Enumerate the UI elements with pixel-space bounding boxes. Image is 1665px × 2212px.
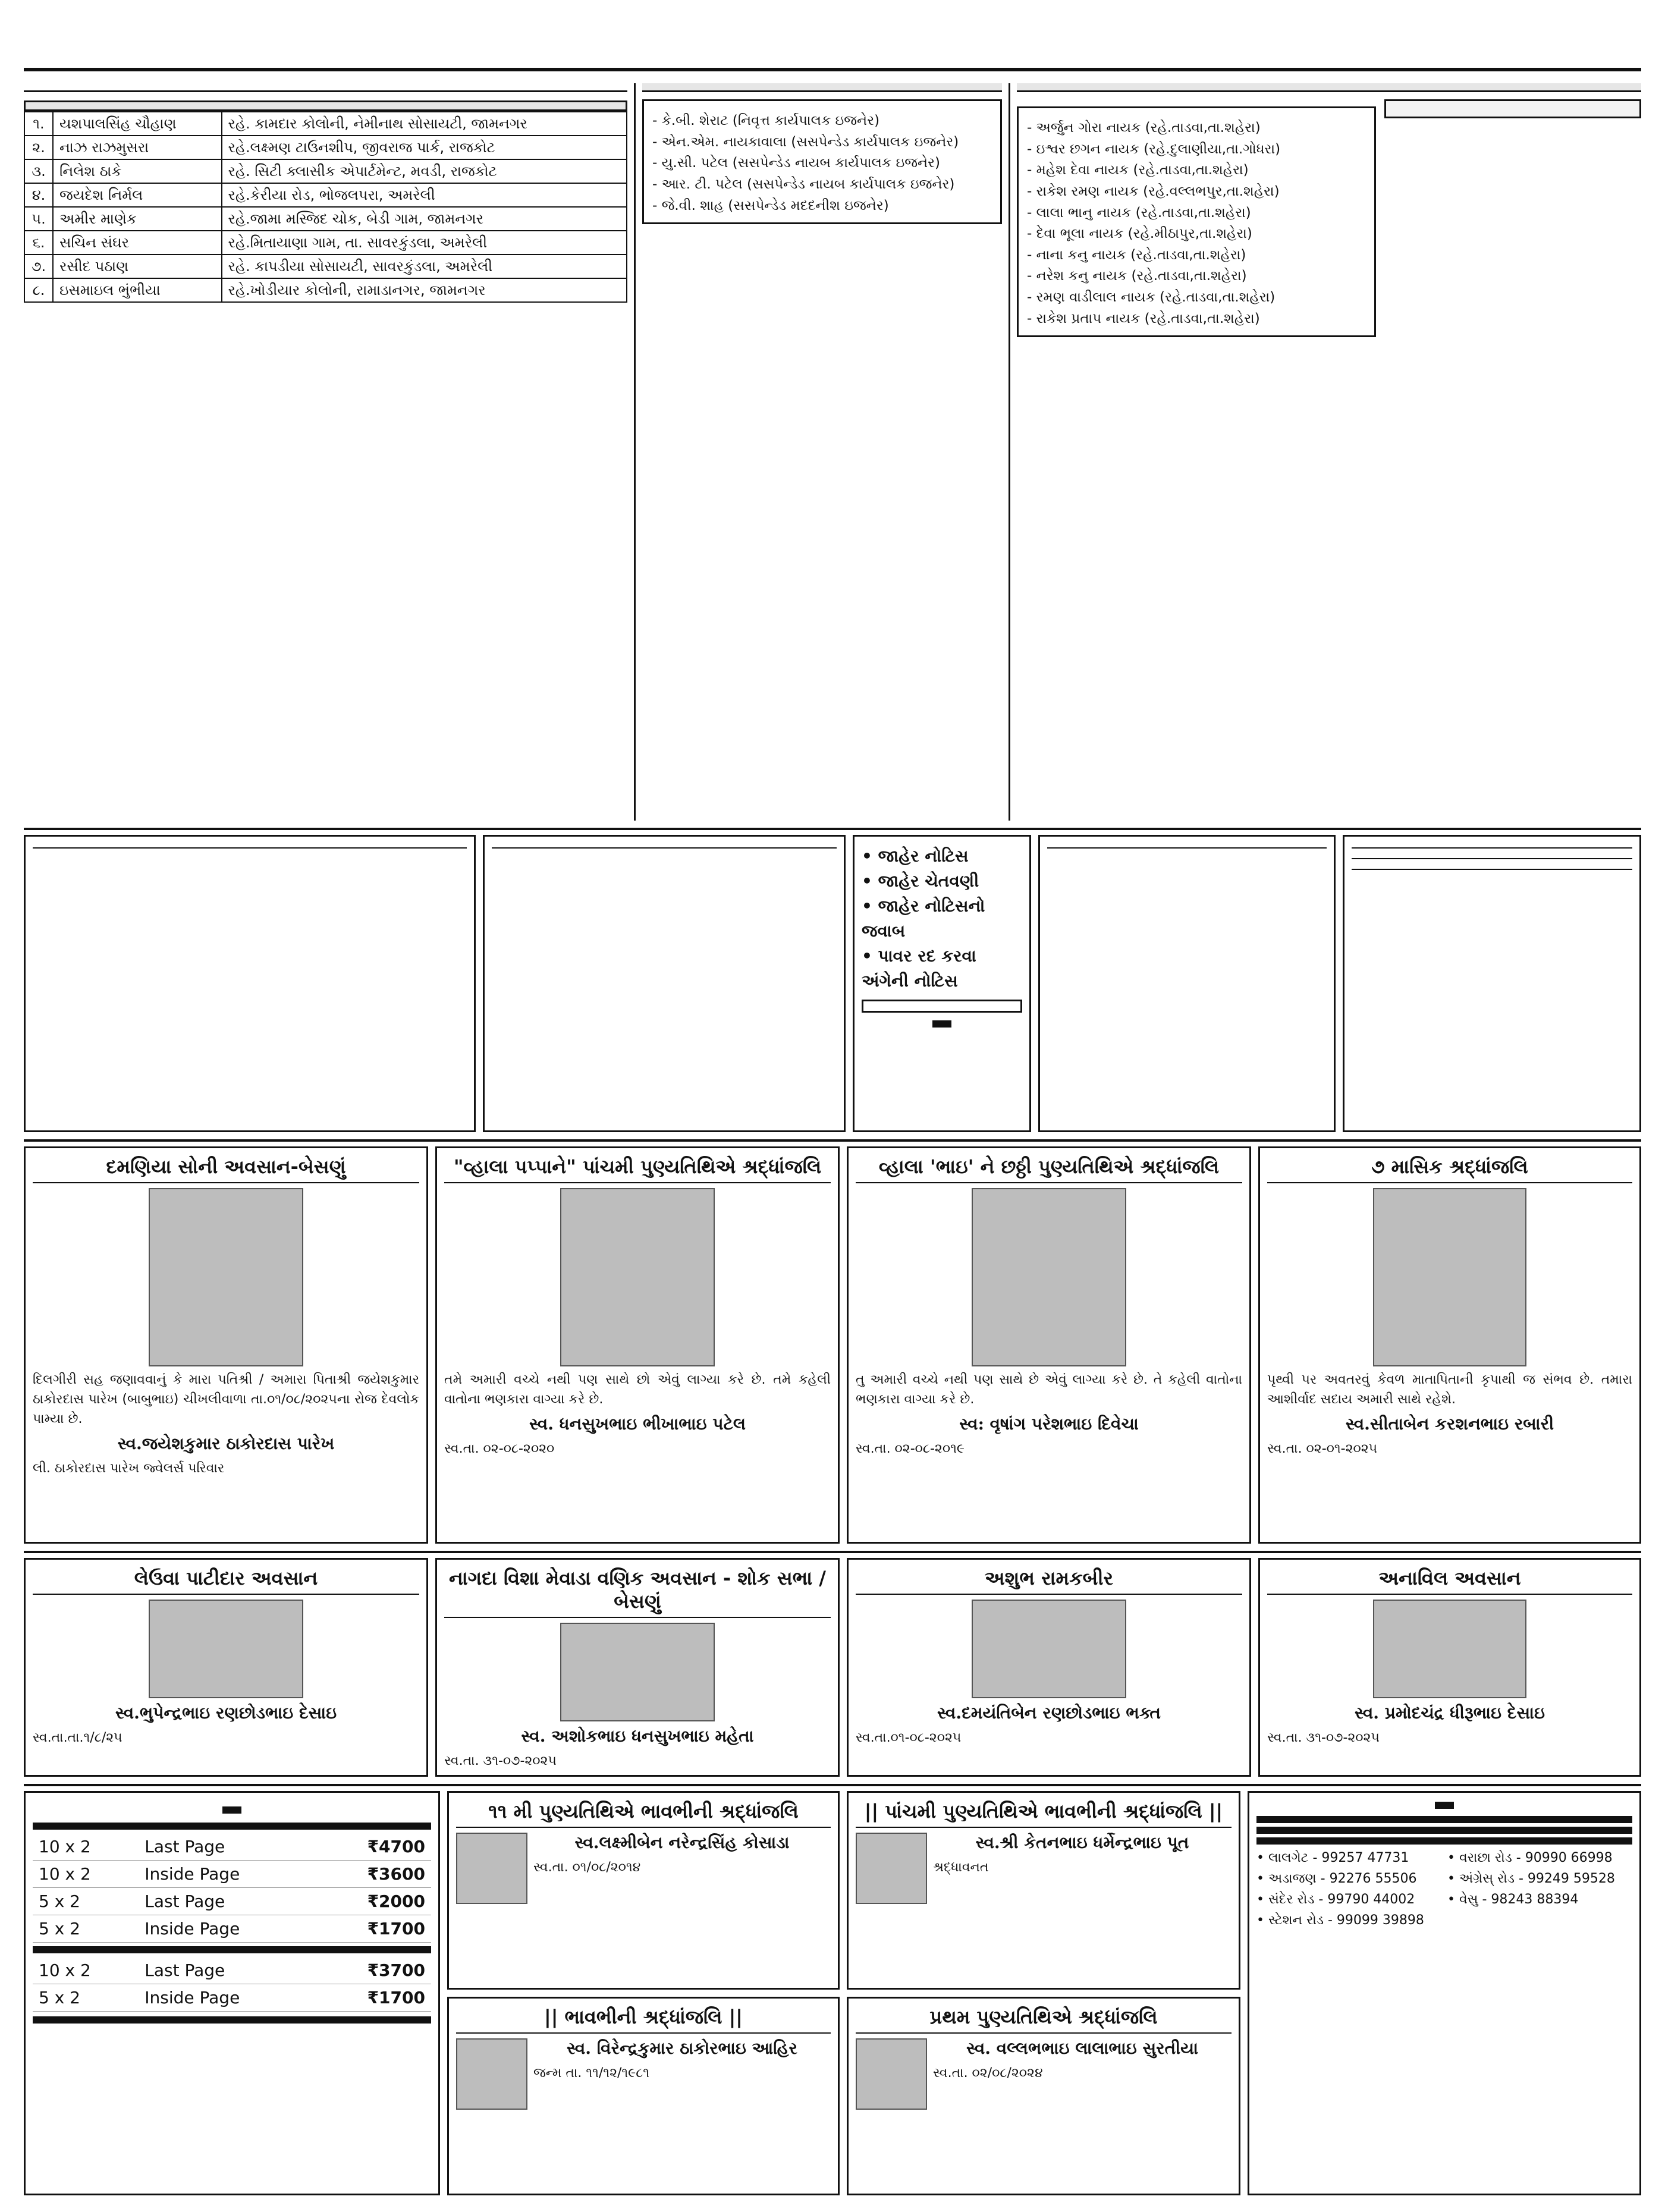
accused-name-item: - નરેશ કનુ નાયક (રહે.તાડવા,તા.શહેરા): [1027, 268, 1247, 284]
obituary-date: સ્વ.તા. ૩૧-૦૭-૨૦૨૫: [1267, 1730, 1380, 1745]
portrait-photo: [149, 1600, 303, 1698]
news-title: [1352, 844, 1632, 849]
classified-ad: [1248, 1791, 1641, 2195]
accused-address: રહે.લક્ષ્મણ ટાઉનશીપ, જીવરાજ પાર્ક, રાજકોટ: [222, 136, 627, 159]
page-header: [24, 14, 1641, 71]
deceased-name: સ્વ. વલ્લભભાઇ લાલાભાઇ સુરતીયા: [966, 2038, 1198, 2058]
accused-table: [24, 111, 627, 303]
obituary-block: [447, 1997, 840, 2195]
brand-logo-box: [862, 1019, 1022, 1030]
rate-row: [33, 1861, 431, 1888]
accused-number: ૨.: [24, 136, 53, 159]
probe-list-item: - એન.એમ. નાયકાવાલા (સસપેન્ડેડ કાર્યપાલક ઇજનેર): [652, 134, 959, 150]
obituary-block: [847, 1791, 1240, 1990]
obituary-date: સ્વ.તા. ૦૧/૦૮/૨૦૧૪: [533, 1860, 641, 1875]
obituary-block: [1258, 1558, 1641, 1777]
rate-size: 10 x 2: [33, 1861, 139, 1888]
accused-name: યશપાલસિંહ ચૌહાણ: [53, 112, 222, 136]
obituary-body: પૃથ્વી પર અવતરવું કેવળ માતાપિતાની કૃપાથી જ સંભવ છે. તમારા આશીર્વાદ સદાય અમારી સાથે રહેશે.: [1267, 1372, 1632, 1407]
accused-name: નાઝ રાઝમુસરા: [53, 136, 222, 159]
portrait-photo: [972, 1600, 1126, 1698]
deceased-name: સ્વ. અશોકભાઇ ધનસુખભાઇ મહેતા: [521, 1726, 754, 1746]
accused-name-item: - રમણ વાડીલાલ નાયક (રહે.તાડવા,તા.શહેરા): [1027, 290, 1276, 306]
news-title-4: [1352, 865, 1632, 870]
rates-section-2: [33, 1946, 431, 1953]
rate-row: [33, 1888, 431, 1915]
accused-name-item: - રાકેશ પ્રતાપ નાયક (રહે.તાડવા,તા.શહેરા): [1027, 310, 1260, 326]
office-phone: • વરાછા રોડ - 90990 66998: [1447, 1850, 1613, 1865]
obituary-date: સ્વ.તા. ૦૨-૦૮-૨૦૨૦: [444, 1441, 555, 1456]
accused-row: [24, 207, 627, 231]
obituary-header: ૧૧ મી પુણ્યતિથિએ ભાવભીની શ્રદ્ધાંજલિ: [456, 1800, 831, 1828]
obituary-date: સ્વ.તા. ૩૧-૦૭-૨૦૨૫: [444, 1753, 557, 1768]
obituary-date: સ્વ.તા. ૦૨-૦૮-૨૦૧૯: [856, 1441, 965, 1456]
classified-type-1: [1256, 1816, 1632, 1823]
deceased-name: સ્વ. વિરેન્દ્રકુમાર ઠાકોરભાઇ આહિર: [567, 2038, 797, 2058]
obituary-block: [435, 1146, 840, 1544]
rate-size: 10 x 2: [33, 1833, 139, 1861]
rate-page: Inside Page: [139, 1915, 316, 1943]
accused-address: રહે. કામદાર કોલોની, નેમીનાથ સોસાયટી, જામનગર: [222, 112, 627, 136]
rate-page: Inside Page: [139, 1984, 316, 2012]
accused-name: જયદેશ નિર્મલ: [53, 183, 222, 207]
rate-row: [33, 1957, 431, 1984]
portrait-photo: [456, 2038, 527, 2110]
portrait-photo: [456, 1833, 527, 1904]
obituary-body: દિલગીરી સહ જણાવવાનું કે મારા પતિશ્રી / અમારા પિતાશ્રી જયેશકુમાર ઠાકોરદાસ પારેખ (બાબુભાઇ) ચીખલીવાળા તા.૦૧/૦૮/૨૦૨૫ના રોજ દેવલોક પામ્યા છે.: [33, 1372, 419, 1427]
rate-row: [33, 1833, 431, 1861]
accused-address: રહે.કેરીયા રોડ, ભોજલપરા, અમરેલી: [222, 183, 627, 207]
obituary-date: સ્વ.તા.તા.૧/૮/૨૫: [33, 1730, 122, 1745]
rate-size: 10 x 2: [33, 1957, 139, 1984]
probe-list-item: - જે.વી. શાહ (સસપેન્ડેડ મદદનીશ ઇજનેર): [652, 197, 889, 213]
rate-price: ₹4700: [316, 1833, 431, 1861]
section-divider: [24, 1784, 1641, 1786]
notice-type-item: • જાહેર નોટિસ: [862, 846, 969, 866]
portrait-photo: [856, 2038, 927, 2110]
accused-address: રહે.ખોડીયાર કોલોની, રામાડાનગર, જામનગર: [222, 278, 627, 302]
rate-page: Inside Page: [139, 1861, 316, 1888]
probe-list-item: - કે.બી. શેરાટ (નિવૃત્ત કાર્યપાલક ઇજનેર): [652, 113, 880, 128]
obituary-header: "વ્હાલા પપ્પાને" પાંચમી પુણ્યતિથિએ શ્રદ્ધાંજલિ: [444, 1155, 831, 1183]
notice-title: [33, 844, 467, 849]
rate-size: 5 x 2: [33, 1888, 139, 1915]
story-kicker: [1017, 83, 1641, 92]
section-divider: [24, 828, 1641, 830]
probe-list-item: - યુ.સી. પટેલ (સસપેન્ડેડ નાયબ કાર્યપાલક ઇજનેર): [652, 155, 940, 171]
story-lower-left: [1017, 99, 1376, 344]
accused-address: રહે. કાપડીયા સોસાયટી, સાવરકુંડલા, અમરેલી: [222, 254, 627, 278]
obituary-body: તમે અમારી વચ્ચે નથી પણ સાથે છો એવું લાગ્યા કરે છે. તમે કહેલી વાતોના ભણકારા વાગ્યા કરે છે.: [444, 1372, 831, 1407]
rate-size: 5 x 2: [33, 1984, 139, 2012]
obituary-block: [847, 1558, 1251, 1777]
notice-rate-ad: [853, 835, 1031, 1132]
rate-price: ₹3600: [316, 1861, 431, 1888]
probe-list-box: [642, 99, 1002, 224]
side-story-box: [1384, 99, 1641, 118]
rate-price: ₹1700: [316, 1984, 431, 2012]
rate-page: Last Page: [139, 1833, 316, 1861]
rate-row: [33, 1915, 431, 1943]
notice-rate: [862, 1000, 1022, 1013]
classified-call-label: [1256, 1837, 1632, 1845]
accused-number: ૮.: [24, 278, 53, 302]
office-phone: • સંદેર રોડ - 99790 44002: [1256, 1892, 1415, 1907]
obituary-header: અનાવિલ અવસાન: [1267, 1567, 1632, 1595]
classified-brand-box: [1256, 1800, 1632, 1811]
accused-number: ૭.: [24, 254, 53, 278]
obituary-block: [847, 1146, 1251, 1544]
obituary-body: તુ અમારી વચ્ચે નથી પણ સાથે છે એવું લાગ્યા કરે છે. તે કહેલી વાતોના ભણકારા વાગ્યા કરે છે.: [856, 1372, 1242, 1407]
accused-name-item: - મહેશ દેવા નાયક (રહે.તાડવા,તા.શહેરા): [1027, 162, 1249, 178]
portrait-photo: [149, 1188, 303, 1366]
public-notice-1: [24, 835, 476, 1132]
obituary-block: [847, 1997, 1240, 2195]
accused-number: ૩.: [24, 159, 53, 183]
notice-title: [492, 844, 837, 849]
obituary-date: સ્વ.તા. ૦૨/૦૮/૨૦૨૪: [933, 2066, 1043, 2081]
accused-number: ૬.: [24, 231, 53, 254]
accused-address: રહે.જામા મસ્જિદ ચોક, બેડી ગામ, જામનગર: [222, 207, 627, 231]
obituary-header: પ્રથમ પુણ્યતિથિએ શ્રદ્ધાંજલિ: [856, 2006, 1232, 2034]
accused-row: [24, 183, 627, 207]
rate-price: ₹2000: [316, 1888, 431, 1915]
portrait-photo: [560, 1623, 715, 1721]
deceased-name: સ્વ.શ્રી કેતનભાઇ ધર્મેન્દ્રભાઇ પૂત: [975, 1833, 1189, 1852]
obituary-date: જન્મ તા. ૧૧/૧૨/૧૯૮૧: [533, 2066, 650, 2081]
rates-table-1: [33, 1833, 431, 1943]
deceased-name: સ્વ.જયેશકુમાર ઠાકોરદાસ પારેખ: [117, 1434, 335, 1453]
story-digital-arrest: [24, 83, 627, 821]
story-taliban-punishment: [1017, 83, 1641, 821]
story-lower: [1017, 99, 1641, 344]
portrait-photo: [560, 1188, 715, 1366]
obituary-block: [1258, 1146, 1641, 1544]
column-divider: [1009, 83, 1010, 821]
obituary-block: [24, 1146, 428, 1544]
column-divider: [634, 83, 636, 821]
classified-type-2: [1256, 1827, 1632, 1834]
news-title: [1047, 844, 1327, 849]
obituary-date: લી. ઠાકોરદાસ પારેખ જ્વેલર્સ પરિવાર: [33, 1461, 225, 1476]
portrait-photo: [856, 1833, 927, 1904]
accused-number: ૧.: [24, 112, 53, 136]
rates-table-2: [33, 1957, 431, 2012]
accused-row: [24, 136, 627, 159]
office-phone: • અડાજણ - 92276 55506: [1256, 1871, 1417, 1886]
accused-number: ૫.: [24, 207, 53, 231]
rates-brand-box: [33, 1800, 431, 1818]
probe-list-item: - આર. ટી. પટેલ (સસપેન્ડેડ નાયબ કાર્યપાલક ઇજનેર): [652, 176, 955, 192]
obituary-header: || પાંચમી પુણ્યતિથિએ ભાવભીની શ્રદ્ધાંજલિ ||: [856, 1800, 1232, 1828]
rate-price: ₹1700: [316, 1915, 431, 1943]
obituary-header: વ્હાલા 'ભાઇ' ને છઠ્ઠી પુણ્યતિથિએ શ્રદ્ધાંજલિ: [856, 1155, 1242, 1183]
accused-row: [24, 112, 627, 136]
rates-brand: [222, 1806, 241, 1814]
accused-name: અમીર માણેક: [53, 207, 222, 231]
obituary-header: દમણિયા સોની અવસાન-બેસણું: [33, 1155, 419, 1183]
rate-page: Last Page: [139, 1957, 316, 1984]
accused-row: [24, 278, 627, 302]
portrait-photo: [1373, 1600, 1526, 1698]
office-phone: • લાલગેટ - 99257 47731: [1256, 1850, 1409, 1865]
rates-gst-note: [33, 2016, 431, 2024]
accused-row: [24, 231, 627, 254]
accused-name-item: - નાના કનુ નાયક (રહે.તાડવા,તા.શહેરા): [1027, 247, 1246, 263]
accused-table-title: [24, 100, 627, 111]
obituary-block: [447, 1791, 840, 1990]
news-title-3: [1352, 854, 1632, 859]
obituary-header: ૭ માસિક શ્રદ્ધાંજલિ: [1267, 1155, 1632, 1183]
story-bridge-sit: [642, 83, 1002, 821]
deceased-name: સ્વ.સીતાબેન કરશનભાઇ રબારી: [1345, 1414, 1554, 1434]
accused-name: ઇસમાઇલ ભુંભીયા: [53, 278, 222, 302]
accused-address: રહે. સિટી ક્લાસીક એપાર્ટમેન્ટ, મવડી, રાજકોટ: [222, 159, 627, 183]
brand-logo: [932, 1020, 951, 1028]
deceased-name: સ્વ. ધનસુખભાઇ ભીખાભાઇ પટેલ: [529, 1414, 746, 1434]
rates-section-1: [33, 1823, 431, 1830]
story-kicker: [642, 83, 1002, 92]
portrait-photo: [972, 1188, 1126, 1366]
accused-name: સચિન સંઘર: [53, 231, 222, 254]
office-phone: • અંગ્રેસ્ રોડ - 99249 59528: [1447, 1871, 1615, 1886]
accused-names-box: [1017, 106, 1376, 337]
obituary-date: સ્વ.તા.૦૧-૦૮-૨૦૨૫: [856, 1730, 962, 1745]
accused-number: ૪.: [24, 183, 53, 207]
obituary-header: લેઉવા પાટીદાર અવસાન: [33, 1567, 419, 1595]
obituary-date: સ્વ.તા. ૦૨-૦૧-૨૦૨૫: [1267, 1441, 1378, 1456]
accused-name-item: - લાલા ભાનુ નાયક (રહે.તાડવા,તા.શહેરા): [1027, 205, 1251, 221]
accused-row: [24, 254, 627, 278]
accused-address: રહે.મિતાયાણા ગામ, તા. સાવરકુંડલા, અમરેલી: [222, 231, 627, 254]
obituary-header: નાગદા વિશા મેવાડા વણિક અવસાન - શોક સભા / બેસણું: [444, 1567, 831, 1618]
notice-type-item: • પાવર રદ કરવા અંગેની નોટિસ: [862, 946, 976, 991]
public-notice-2: [483, 835, 846, 1132]
rate-price: ₹3700: [316, 1957, 431, 1984]
accused-name-item: - દેવા ભૂલા નાયક (રહે.મીઠાપુર,તા.શહેરા): [1027, 226, 1252, 242]
accused-name: રસીદ પઠાણ: [53, 254, 222, 278]
section-divider: [24, 1551, 1641, 1553]
obituary-ad-rates: [24, 1791, 440, 2195]
deceased-name: સ્વ: વૃષાંગ પરેશભાઇ દિવેચા: [959, 1414, 1139, 1434]
news-architecture-merit: [1038, 835, 1336, 1132]
rate-page: Last Page: [139, 1888, 316, 1915]
deceased-name: સ્વ. પ્રમોદચંદ્ર ધીરૂભાઇ દેસાઇ: [1354, 1702, 1545, 1723]
deceased-name: સ્વ.લક્ષ્મીબેન નરેન્દ્રસિંહ કોસાડા: [574, 1833, 790, 1852]
story-lower-right: [1384, 99, 1641, 344]
notice-type-item: • જાહેર ચેતવણી: [862, 871, 979, 891]
rate-size: 5 x 2: [33, 1915, 139, 1943]
obituary-block: [24, 1558, 428, 1777]
office-phone: • વેસુ - 98243 88394: [1447, 1892, 1579, 1907]
deceased-name: સ્વ.ભુપેન્દ્રભાઇ રણછોડભાઇ દેસાઇ: [115, 1702, 337, 1723]
obituary-header: || ભાવભીની શ્રદ્ધાંજલિ ||: [456, 2006, 831, 2034]
accused-name-item: - ઇશ્વર છગન નાયક (રહે.દુલાણીયા,તા.ગોધરા): [1027, 141, 1281, 157]
section-divider: [24, 1139, 1641, 1142]
accused-name: નિલેશ ઠાકે: [53, 159, 222, 183]
obituary-date: શ્રદ્ધાવનત: [933, 1860, 989, 1875]
notice-type-item: • જાહેર નોટિસનો જવાબ: [862, 896, 985, 941]
accused-name-item: - રાકેશ રમણ નાયક (રહે.વલ્લભપુર,તા.શહેરા): [1027, 183, 1280, 199]
story-kicker: [24, 83, 627, 92]
office-phone: • સ્ટેશન રોડ - 99099 39898: [1256, 1913, 1424, 1928]
accused-name-item: - અર્જુન ગોરા નાયક (રહે.તાડવા,તા.શહેરા): [1027, 120, 1261, 136]
obituary-header: અશુભ રામકબીર: [856, 1567, 1242, 1595]
classified-brand: [1435, 1802, 1454, 1809]
obituary-block: [435, 1558, 840, 1777]
news-misc: [1343, 835, 1641, 1132]
portrait-photo: [1373, 1188, 1526, 1366]
rate-row: [33, 1984, 431, 2012]
deceased-name: સ્વ.દમયંતિબેન રણછોડભાઇ ભક્ત: [937, 1702, 1161, 1723]
accused-row: [24, 159, 627, 183]
